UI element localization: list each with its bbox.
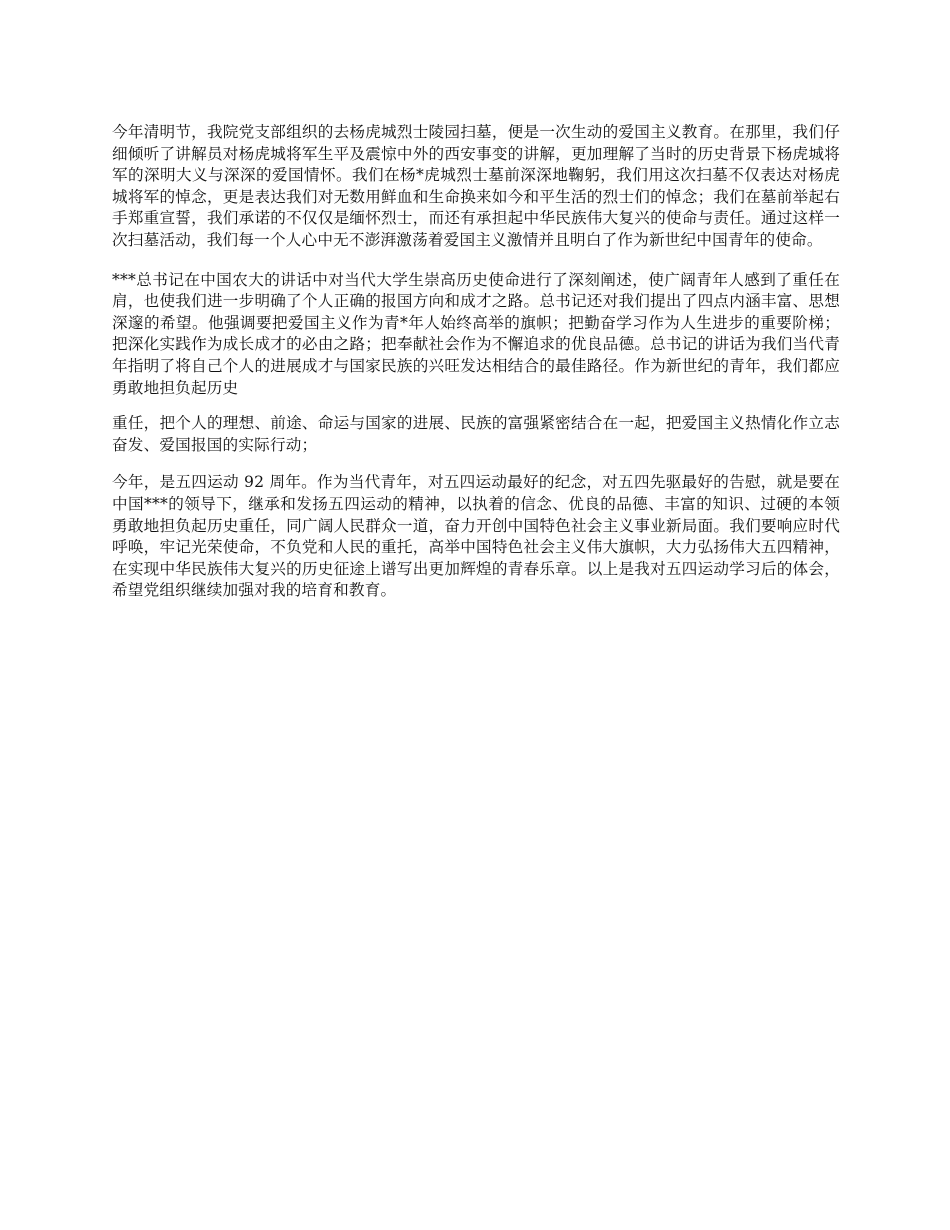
paragraph-responsibility-continuation: 重任，把个人的理想、前途、命运与国家的进展、民族的富强紧密结合在一起，把爱国主义热情化作立志奋发、爱国报国的实际行动； — [112, 414, 840, 454]
paragraph-general-secretary-speech: ***总书记在中国农大的讲话中对当代大学生崇高历史使命进行了深刻阐述，使广阔青年人感到了重任在肩，也使我们进一步明确了个人正确的报国方向和成才之路。总书记还对我们提出了四点内涵丰富、思想深邃的希望。他强调要把爱国主义作为青*年人始终高举的旗帜；把勤奋学习作为人生进步的重要阶梯；把深化实践作为成长成才的必由之路；把奉献社会作为不懈追求的优良品德。总书记的讲话为我们当代青年指明了将自己个人的进展成才与国家民族的兴旺发达相结合的最佳路径。作为新世纪的青年，我们都应勇敢地担负起历史 — [112, 270, 840, 397]
paragraph-may-fourth-anniversary: 今年，是五四运动 92 周年。作为当代青年，对五四运动最好的纪念，对五四先驱最好的告慰，就是要在中国***的领导下，继承和发扬五四运动的精神，以执着的信念、优良的品德、丰富的知识、过硬的本领勇敢地担负起历史重任，同广阔人民群众一道，奋力开创中国特色社会主义事业新局面。我们要响应时代呼唤，牢记光荣使命，不负党和人民的重托，高举中国特色社会主义伟大旗帜，大力弘扬伟大五四精神，在实现中华民族伟大复兴的历史征途上谱写出更加辉煌的青春乐章。以上是我对五四运动学习后的体会，希望党组织继续加强对我的培育和教育。 — [112, 473, 840, 600]
paragraph-qingming-tomb-sweeping: 今年清明节，我院党支部组织的去杨虎城烈士陵园扫墓，便是一次生动的爱国主义教育。在那里，我们仔细倾听了讲解员对杨虎城将军生平及震惊中外的西安事变的讲解，更加理解了当时的历史背景下杨虎城将军的深明大义与深深的爱国情怀。我们在杨*虎城烈士墓前深深地鞠躬，我们用这次扫墓不仅表达对杨虎城将军的悼念，更是表达我们对无数用鲜血和生命换来如今和平生活的烈士们的悼念；我们在墓前举起右手郑重宣誓，我们承诺的不仅仅是缅怀烈士，而还有承担起中华民族伟大复兴的使命与责任。通过这样一次扫墓活动，我们每一个人心中无不澎湃激荡着爱国主义激情并且明白了作为新世纪中国青年的使命。 — [112, 123, 840, 249]
document-body — [112, 122, 840, 602]
